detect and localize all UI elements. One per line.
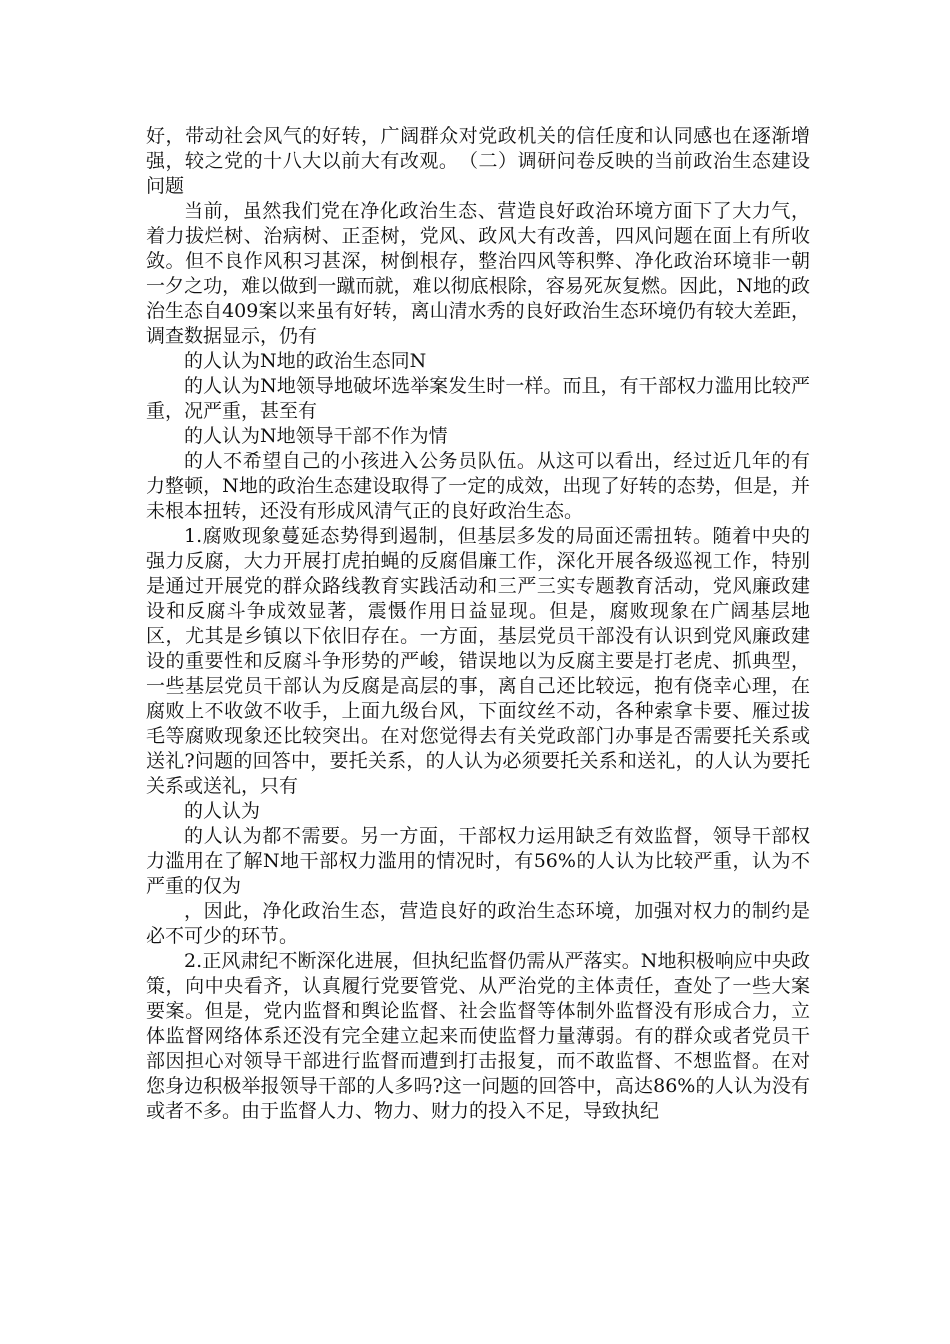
paragraph-conclusion-trend: 的人不希望自己的小孩进入公务员队伍。从这可以看出，经过近几年的有力整顿，N地的政治生态建设取得了一定的成效，出现了好转的态势，但是，并未根本扭转，还没有形成风清气正的良好政治生态。 [146,450,810,522]
paragraph-fragment-3: 的人认为N地领导干部不作为情 [184,425,448,447]
paragraph-continuation: 好，带动社会风气的好转，广阔群众对党政机关的信任度和认同感也在逐渐增强，较之党的十八大以前大有改观。 （二）调研问卷反映的当前政治生态建设问题 [146,125,810,197]
paragraph-current-situation: 当前，虽然我们党在净化政治生态、营造良好政治环境方面下了大力气，着力拔烂树、治病树、正歪树，党风、政风大有改善，四风问题在面上有所收敛。但不良作风积习甚深，树倒根存，整治四风等积弊、净化政治环境非一朝一夕之功，难以做到一蹴而就，难以彻底根除，容易死灰复燃。因此，N地的政治生态自409案以来虽有好转，离山清水秀的良好政治生态环境仍有较大差距，调查数据显示，仍有 [146,200,810,347]
paragraph-section-2-supervision: 2.正风肃纪不断深化进展，但执纪监督仍需从严落实。N地积极响应中央政策，向中央看齐，认真履行党要管党、从严治党的主体责任，查处了一些大案要案。但是，党内监督和舆论监督、社会监督等体制外监督没有形成合力，立体监督网络体系还没有完全建立起来而使监督力量薄弱。有的群众或者党员干部因担心对领导干部进行监督而遭到打击报复，而不敢监督、不想监督。在对您身边积极举报领导干部的人多吗?这一问题的回答中，高达86%的人认为没有或者不多。由于监督人力、物力、财力的投入不足，导致执纪 [146,950,810,1122]
document-body [146,124,810,1124]
paragraph-fragment-4: 的人认为 [184,800,261,822]
paragraph-power-abuse: 的人认为都不需要。另一方面，干部权力运用缺乏有效监督，领导干部权力滥用在了解N地干部权力滥用的情况时，有56%的人认为比较严重，认为不严重的仅为 [146,825,810,897]
paragraph-fragment-1: 的人认为N地的政治生态同N [184,350,427,372]
paragraph-power-restraint: ，因此，净化政治生态，营造良好的政治生态环境，加强对权力的制约是必不可少的环节。 [146,900,810,947]
paragraph-fragment-2: 的人认为N地领导地破坏选举案发生时一样。而且，有干部权力滥用比较严重，况严重，甚至有 [146,375,810,422]
paragraph-section-1-corruption: 1.腐败现象蔓延态势得到遏制，但基层多发的局面还需扭转。随着中央的强力反腐，大力开展打虎拍蝇的反腐倡廉工作，深化开展各级巡视工作，特别是通过开展党的群众路线教育实践活动和三严三实专题教育活动，党风廉政建设和反腐斗争成效显著，震慑作用日益显现。但是，腐败现象在广阔基层地区，尤其是乡镇以下依旧存在。一方面，基层党员干部没有认识到党风廉政建设的重要性和反腐斗争形势的严峻，错误地以为反腐主要是打老虎、抓典型，一些基层党员干部认为反腐是高层的事，离自己还比较远，抱有侥幸心理，在腐败上不收敛不收手，上面九级台风，下面纹丝不动，各种索拿卡要、雁过拔毛等腐败现象还比较突出。在对您觉得去有关党政部门办事是否需要托关系或送礼?问题的回答中，要托关系，的人认为必须要托关系和送礼，的人认为要托关系或送礼，只有 [146,525,810,797]
